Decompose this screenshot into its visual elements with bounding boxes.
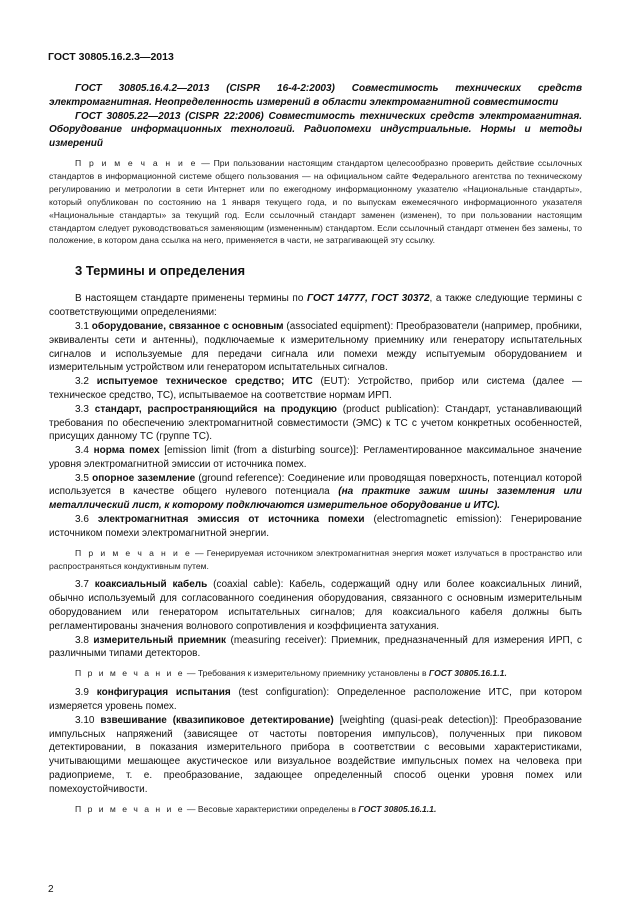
term-3-5: 3.5 опорное заземление (ground reference): Соединение или проводящая поверхность, потенциал которой используется в качестве общего нулевого потенциала (на практике зажим шины заземления или металлический лист, к которому подключаются измерительное оборудование и ИТС). bbox=[49, 472, 582, 512]
term-3-8: 3.8 измерительный приемник (measuring receiver): Приемник, предназначенный для измерения ИРП, с различными типами детекторов. bbox=[49, 634, 583, 660]
term-name: опорное заземление bbox=[92, 472, 196, 484]
term-name: конфигурация испытания bbox=[96, 687, 231, 699]
page-number: 2 bbox=[48, 884, 54, 895]
term-name: стандарт, распространяющийся на продукцию bbox=[94, 403, 337, 415]
running-header: ГОСТ 30805.16.2.3—2013 bbox=[48, 51, 174, 63]
term-name: норма помех bbox=[93, 445, 160, 457]
note-label: П р и м е ч а н и е bbox=[75, 547, 192, 558]
note-label: П р и м е ч а н и е bbox=[75, 157, 198, 168]
term-3-9: 3.9 конфигурация испытания (test configuration): Определенное расположение ИТС, при котором измеряется уровень помех. bbox=[49, 687, 582, 712]
page-content bbox=[49, 82, 582, 815]
note-label: П р и м е ч а н и е bbox=[75, 803, 185, 814]
standard-reference: ГОСТ 30805.16.1.1. bbox=[358, 803, 437, 814]
note-paragraph: П р и м е ч а н и е — Требования к измерительному приемнику установлены в ГОСТ 30805.16.1.1. bbox=[75, 668, 507, 679]
note-paragraph: П р и м е ч а н и е — Весовые характеристики определены в ГОСТ 30805.16.1.1. bbox=[75, 803, 437, 814]
normative-reference: ГОСТ 30805.16.4.2—2013 (CISPR 16-4-2:2003) Совместимость технических средств электромагнитная. Неопределенность измерений в области электромагнитной совместимости bbox=[49, 83, 582, 108]
term-name: испытуемое техническое средство; ИТС bbox=[96, 376, 313, 388]
term-name: оборудование, связанное с основным bbox=[91, 320, 284, 332]
term-name: измерительный приемник bbox=[93, 634, 226, 646]
note-paragraph bbox=[49, 157, 582, 247]
standard-reference: ГОСТ 30805.16.1.1. bbox=[428, 668, 507, 679]
term-3-1: 3.1 оборудование, связанное с основным (associated equipment): Преобразователи (например, пробники, эквиваленты сети и антенны), подключаемые к измерительному приемнику или генератору испытательных сигналов и используемые для передачи сигнала или помехи между испытуемым оборудованием и измерительным устройством или генератором испытательных сигналов. bbox=[49, 320, 583, 374]
term-3-10: 3.10 взвешивание (квазипиковое детектирование) [weighting (quasi-peak detection)]: Преобразование импульсных напряжений (зависящее от частоты повторения импульсов), полученных при пиковом детектировании, в показания измерительного прибора в соответствии с весовыми характеристиками, учитывающими мешающее акустическое или визуальное воздействие импульсных помех на человека при радиоприеме, т. е. преобразование, задающее определенный способ оценки уровня помех или помехоустойчивости. bbox=[49, 714, 582, 795]
note-label: П р и м е ч а н и е bbox=[75, 668, 185, 679]
intro-paragraph: В настоящем стандарте применены термины по ГОСТ 14777, ГОСТ 30372, а также следующие термины с соответствующими определениями: bbox=[49, 293, 582, 319]
note-text: — При пользовании настоящим стандартом целесообразно проверить действие ссылочных стандартов в информационной системе общего пользования — на официальном сайте Федерального агентства по техническому регулированию и метрологии в сети Интернет или по ежегодному информационному указателю «Национальные стандарты», который опубликован по состоянию на 1 января текущего года, и по выпускам ежемесячного информационного указателя «Национальные стандарты» за текущий год. Если ссылочный стандарт заменен (изменен), то при пользовании настоящим стандартом следует руководствоваться заменяющим (измененным) стандартом. Если ссылочный стандарт отменен без замены, то положение, в котором дана ссылка на него, применяется в части, не затрагивающей эту ссылку. bbox=[49, 157, 583, 246]
term-name: электромагнитная эмиссия от источника помехи bbox=[97, 514, 365, 526]
note-paragraph: П р и м е ч а н и е — Генерируемая источником электромагнитная энергия может излучаться в пространство или распространяться кондуктивным путем. bbox=[49, 547, 583, 571]
term-italic-note: (на практике зажим шины заземления или металлический лист, к которому подключаются измерительное оборудование и ИТС). bbox=[49, 486, 582, 512]
term-3-3: 3.3 стандарт, распространяющийся на продукцию (product publication): Стандарт, устанавливающий требования по обеспечению электромагнитной совместимости (ЭМС) к ТС с учетом конкретных особенностей, присущих данному ТС (группе ТС). bbox=[49, 403, 582, 443]
normative-reference: ГОСТ 30805.22—2013 (CISPR 22:2006) Совместимость технических средств электромагнитная. Оборудование информационных технологий. Радиопомехи индустриальные. Нормы и методы измерений bbox=[49, 110, 582, 150]
term-3-7: 3.7 коаксиальный кабель (coaxial cable): Кабель, содержащий одну или более коаксиальных линий, обычно используемый для согласованного соединения оборудования, связанного с основным измерительным оборудованием или генератором испытательных сигналов; для коаксиального кабеля должны быть регламентированы значения волнового сопротивления и коэффициента затухания. bbox=[49, 579, 582, 632]
standard-reference: ГОСТ 14777, ГОСТ 30372 bbox=[306, 293, 430, 305]
term-name: коаксиальный кабель bbox=[94, 579, 208, 591]
term-3-4: 3.4 норма помех [emission limit (from a disturbing source)]: Регламентированное максимальное значение уровня электромагнитной эмиссии от источника помех. bbox=[49, 445, 582, 470]
section-heading: 3 Термины и определения bbox=[75, 263, 246, 279]
term-name: взвешивание (квазипиковое детектирование) bbox=[100, 714, 334, 726]
term-3-6: 3.6 электромагнитная эмиссия от источника помехи (electromagnetic emission): Генерирование источником помехи электромагнитной энергии. bbox=[49, 514, 582, 539]
term-3-2: 3.2 испытуемое техническое средство; ИТС (EUT): Устройство, прибор или система (далее — техническое средство, ТС), испытываемое на соответствие нормам ИРП. bbox=[49, 376, 583, 401]
